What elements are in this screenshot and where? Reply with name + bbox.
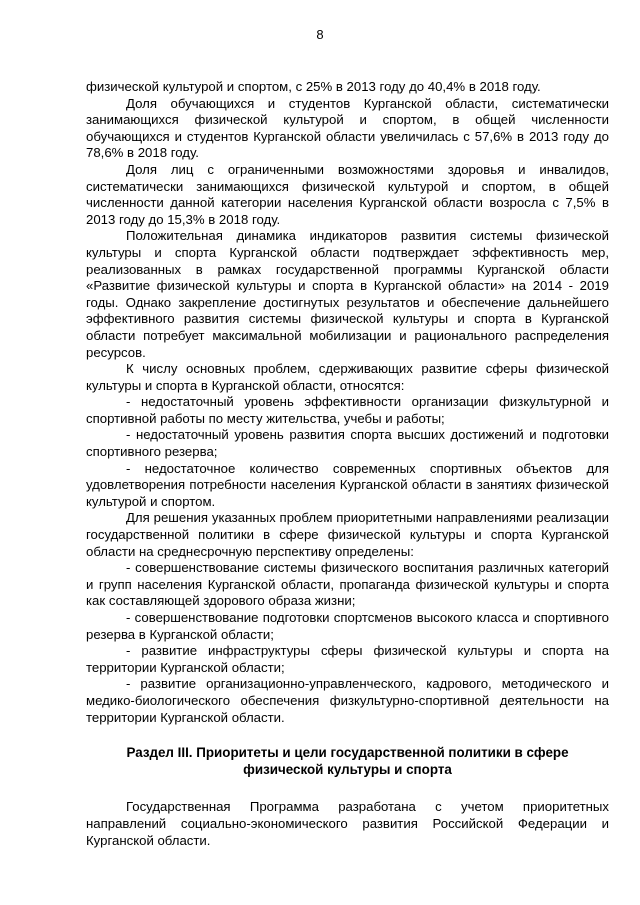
paragraph-positive-dynamics: Положительная динамика индикаторов развития системы физической культуры и спорта Курганской области подтверждает эффективность мер, реализованных в рамках государственной программы Курганской области «Развитие физической культуры и спорта в Курганской области» на 2014 - 2019 годы. Однако закрепление достигнутых результатов и обеспечение дальнейшего эффективного развития системы физической культуры и спорта в Курганской области потребует максимальной мобилизации и рационального распределения ресурсов.	[86, 228, 609, 360]
list-item-priority: - совершенствование системы физического воспитания различных категорий и групп населения Курганской области, пропаганда физической культуры и спорта как составляющей здорового образа жизни;	[86, 560, 609, 609]
list-item-problem: - недостаточный уровень развития спорта высших достижений и подготовки спортивного резерва;	[86, 427, 609, 460]
paragraph-program-basis: Государственная Программа разработана с учетом приоритетных направлений социально-экономического развития Российской Федерации и Курганской области.	[86, 799, 609, 848]
paragraph-problems-intro: К числу основных проблем, сдерживающих развитие сферы физической культуры и спорта в Курганской области, относятся:	[86, 361, 609, 393]
list-item-problem: - недостаточное количество современных спортивных объектов для удовлетворения потребности населения Курганской области в занятиях физической культурой и спортом.	[86, 460, 609, 509]
paragraph-continued: физической культурой и спортом, с 25% в 2013 году до 40,4% в 2018 году.	[86, 79, 541, 94]
list-item-priority: - совершенствование подготовки спортсменов высокого класса и спортивного резерва в Курганской области;	[86, 610, 609, 642]
list-item-priority: - развитие организационно-управленческого, кадрового, методического и медико-биологического обеспечения физкультурно-спортивной деятельности на территории Курганской области.	[86, 676, 609, 725]
document-body	[86, 79, 609, 849]
page-number: 8	[316, 27, 324, 42]
paragraph-priorities-intro: Для решения указанных проблем приоритетными направлениями реализации государственной политики в сфере физической культуры и спорта Курганской области на среднесрочную перспективу определены:	[86, 510, 609, 559]
list-item-priority: - развитие инфраструктуры сферы физической культуры и спорта на территории Курганской области;	[86, 643, 609, 675]
paragraph-disabled-share: Доля лиц с ограниченными возможностями здоровья и инвалидов, систематически занимающихся физической культурой и спортом, в общей численности данной категории населения Курганской области возросла с 7,5% в 2013 году до 15,3% в 2018 году.	[86, 161, 609, 227]
paragraph-students-share: Доля обучающихся и студентов Курганской области, систематически занимающихся физической культурой и спортом, в общей численности обучающихся и студентов Курганской области увеличилась с 57,6% в 2013 году до 78,6% в 2018 году.	[86, 95, 609, 161]
list-item-problem: - недостаточный уровень эффективности организации физкультурной и спортивной работы по месту жительства, учебы и работы;	[86, 394, 609, 426]
section-heading: Раздел III. Приоритеты и цели государственной политики в сфере физической культуры и спорта	[126, 745, 569, 777]
